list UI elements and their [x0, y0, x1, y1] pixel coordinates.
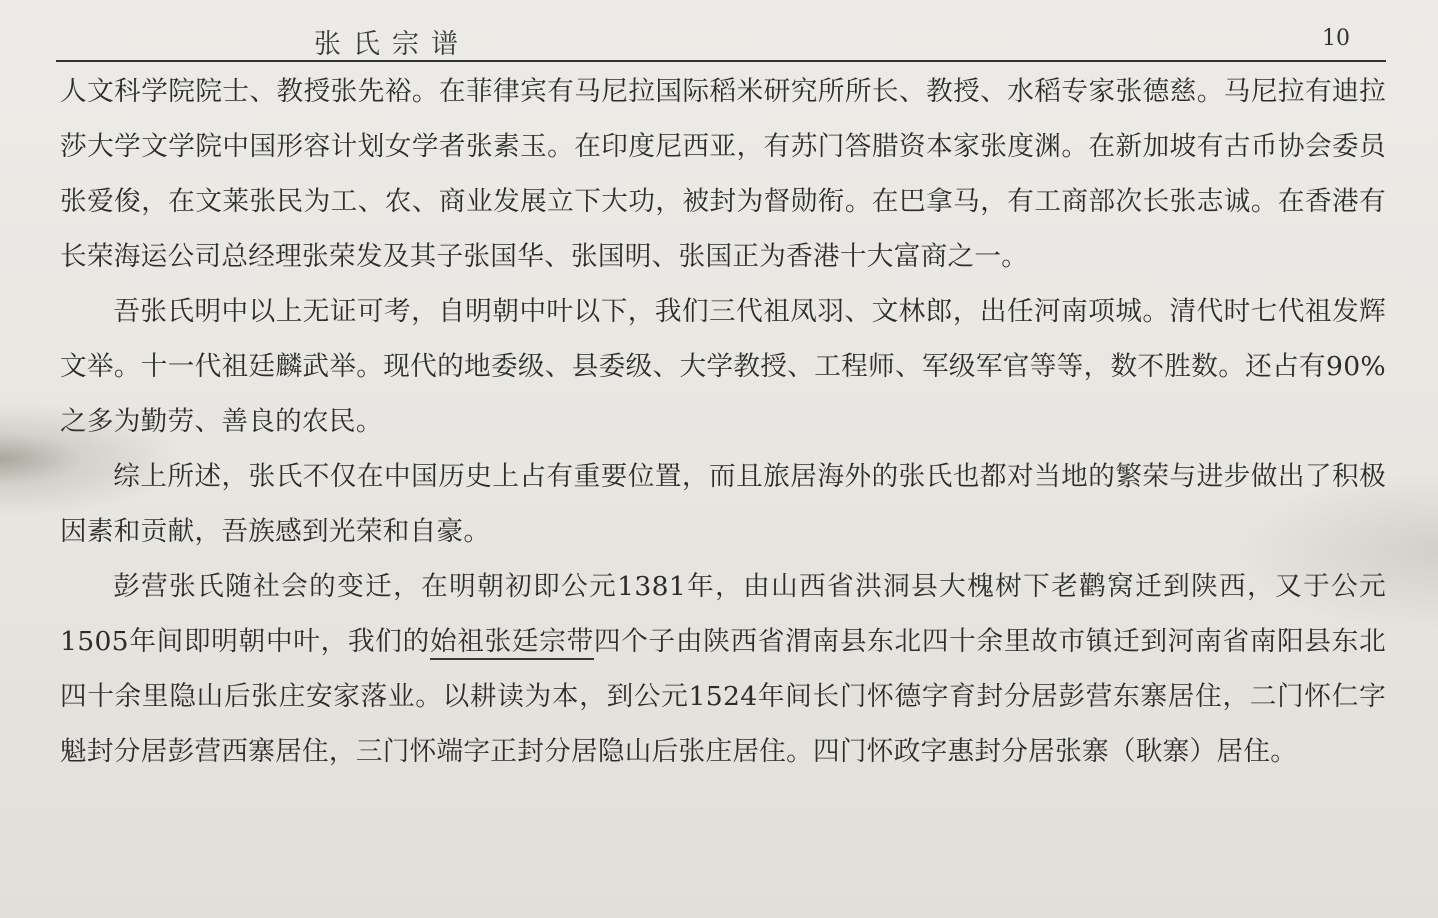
underlined-founder-name: 始祖张廷宗带	[430, 626, 594, 660]
book-title: 张氏宗谱	[314, 29, 470, 60]
paragraph-summary: 综上所述，张氏不仅在中国历史上占有重要位置，而且旅居海外的张氏也都对当地的繁荣与进步做出了积极因素和贡献，吾族感到光荣和自豪。	[60, 461, 1386, 547]
body-text	[60, 64, 1386, 779]
paragraph-ancestry: 吾张氏明中以上无证可考，自明朝中叶以下，我们三代祖凤羽、文林郎，出任河南项城。清代时七代祖发辉文举。十一代祖廷麟武举。现代的地委级、县委级、大学教授、工程师、军级军官等等，数不胜数。还占有90%之多为勤劳、善良的农民。	[60, 296, 1386, 437]
paragraph-migration	[60, 559, 1386, 779]
page-number: 10	[1322, 26, 1350, 51]
page-header	[56, 20, 1386, 62]
paragraph-continued: 人文科学院院士、教授张先裕。在菲律宾有马尼拉国际稻米研究所所长、教授、水稻专家张德慈。马尼拉有迪拉莎大学文学院中国形容计划女学者张素玉。在印度尼西亚，有苏门答腊资本家张度渊。在新加坡有古币协会委员张爱俊，在文莱张民为工、农、商业发展立下大功，被封为督勋衔。在巴拿马，有工商部次长张志诚。在香港有长荣海运公司总经理张荣发及其子张国华、张国明、张国正为香港十大富商之一。	[60, 76, 1386, 272]
migration-text-before: 彭营张氏随社会的变迁，在明朝初即公元1381年，由山西省洪洞县大槐树下老鹳窝迁到陕西，又于公元1505年间即明朝中叶，我们的	[60, 571, 1386, 657]
migration-text-after: 四个子由陕西省渭南县东北四十余里故市镇迁到河南省南阳县东北四十余里隐山后张庄安家落业。以耕读为本，到公元1524年间长门怀德字育封分居彭营东寨居住，二门怀仁字魁封分居彭营西寨居住，三门怀端字正封分居隐山后张庄居住。四门怀政字惠封分居张寨（耿寨）居住。	[60, 626, 1386, 767]
